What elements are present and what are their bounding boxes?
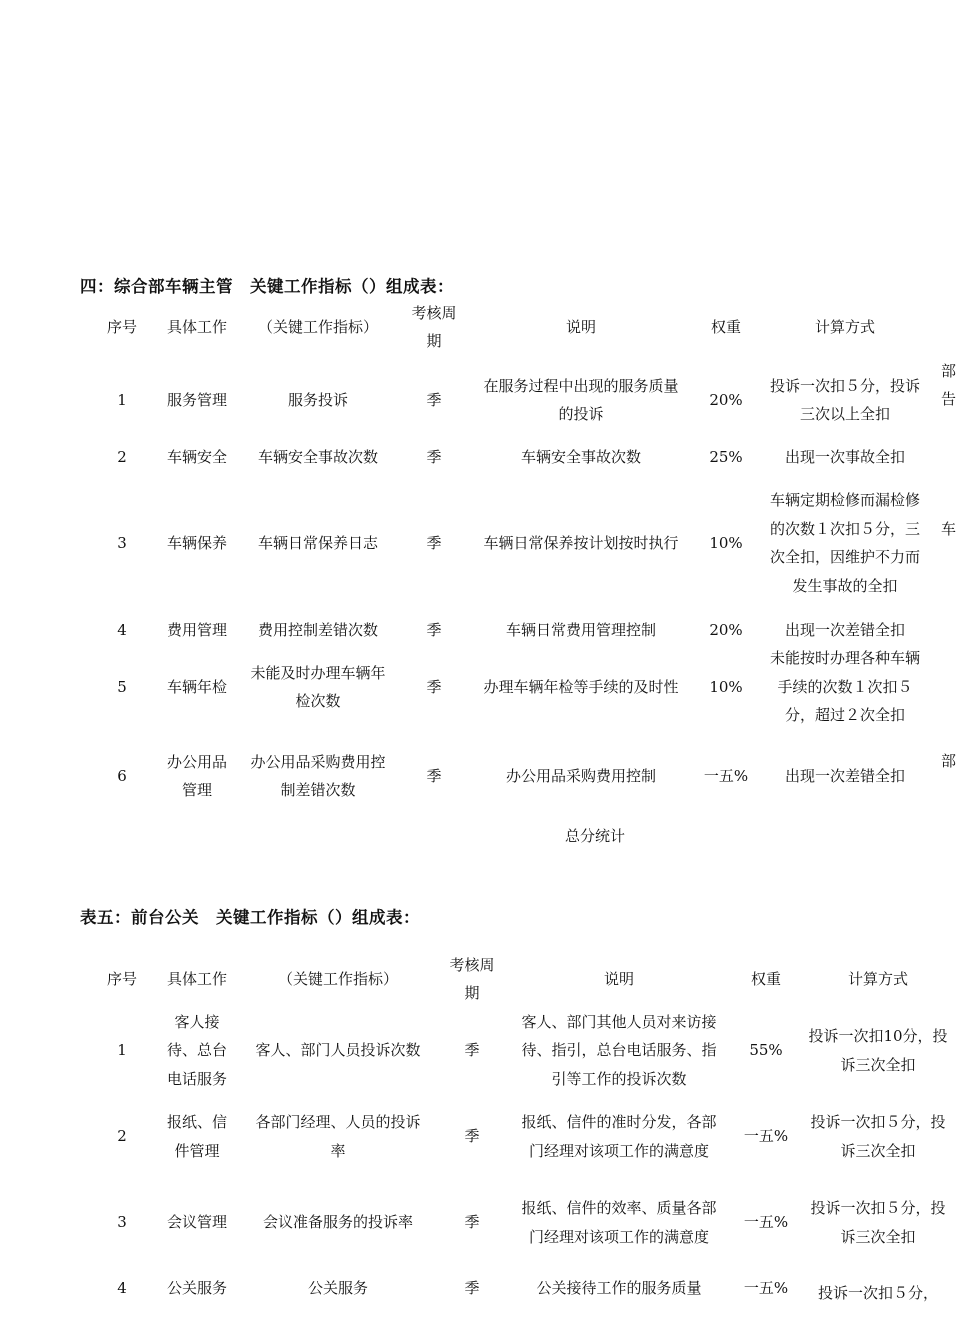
table4-cell-desc: 车辆安全事故次数 xyxy=(520,447,641,466)
table4-cell-weight: 一五% xyxy=(703,766,749,785)
table4-cell-seq: 5 xyxy=(117,677,127,696)
table4-cell-calc: 出现一次差错全扣 xyxy=(784,620,905,639)
table4-cell-period: 季 xyxy=(426,620,442,639)
table4-header-seq: 序号 xyxy=(106,317,137,336)
table4-cell-weight: 25% xyxy=(709,447,743,466)
table5-cell-weight: 一五% xyxy=(743,1278,789,1297)
table4-cutoff-text: 部 xyxy=(941,362,956,380)
table4-cell-kpi: 办公用品采购费用控制差错次数 xyxy=(250,752,386,799)
table4-cell-seq: 3 xyxy=(117,533,127,552)
table4-cell-weight: 20% xyxy=(709,390,743,409)
table4-cell-seq: 1 xyxy=(117,390,127,409)
table4-cutoff-text: 告 xyxy=(941,390,956,408)
table4-cell-kpi: 未能及时办理车辆年检次数 xyxy=(250,663,386,710)
table4-cell-desc: 车辆日常费用管理控制 xyxy=(505,620,656,639)
table5-cell-period: 季 xyxy=(464,1127,480,1146)
table5-cell-seq: 1 xyxy=(117,1041,127,1060)
table4-cell-weight: 10% xyxy=(709,533,743,552)
table5-cell-work: 客人接待、总台电话服务 xyxy=(166,1012,227,1088)
table4-header-work: 具体工作 xyxy=(166,317,227,336)
table4-cell-work: 办公用品管理 xyxy=(166,752,227,799)
table4-cell-kpi: 费用控制差错次数 xyxy=(257,620,378,639)
table4-cell-kpi: 车辆安全事故次数 xyxy=(257,447,378,466)
table5-cell-desc: 客人、部门其他人员对来访接待、指引，总台电话服务、指引等工作的投诉次数 xyxy=(521,1012,717,1088)
table5-cell-period: 季 xyxy=(464,1278,480,1297)
table5-cell-period: 季 xyxy=(464,1213,480,1232)
table4-cell-desc: 办公用品采购费用控制 xyxy=(505,766,656,785)
table5-header-seq: 序号 xyxy=(106,969,137,988)
table5-cell-seq: 2 xyxy=(117,1127,127,1146)
table4-cell-period: 季 xyxy=(426,447,442,466)
table4-cell-desc: 办理车辆年检等手续的及时性 xyxy=(483,677,679,696)
table4-cell-weight: 10% xyxy=(709,677,743,696)
table5-cell-calc: 投诉一次扣10分，投诉三次全扣 xyxy=(808,1027,948,1074)
table4-cell-work: 服务管理 xyxy=(166,390,227,409)
table4-header-desc: 说明 xyxy=(565,317,596,336)
table4-cell-weight: 20% xyxy=(709,620,743,639)
table4-cell-work: 车辆安全 xyxy=(166,447,227,466)
table5-cell-work: 公关服务 xyxy=(166,1278,227,1297)
table4-header-period: 考核周期 xyxy=(411,303,457,350)
table5-header-period: 考核周期 xyxy=(449,955,495,1002)
table4-cell-work: 车辆年检 xyxy=(166,677,227,696)
table5-cell-calc: 投诉一次扣５分，投诉三次全扣 xyxy=(810,1199,946,1246)
table4-cutoff-text: 车 xyxy=(941,520,956,538)
table5-cell-seq: 4 xyxy=(117,1278,127,1297)
table4-cell-kpi: 服务投诉 xyxy=(287,390,348,409)
table4-cell-period: 季 xyxy=(426,533,442,552)
table5-cell-work: 报纸、信件管理 xyxy=(166,1113,227,1160)
table5-cell-period: 季 xyxy=(464,1041,480,1060)
table5-cell-weight: 一五% xyxy=(743,1213,789,1232)
table4-cell-calc: 未能按时办理各种车辆手续的次数１次扣５分，超过２次全扣 xyxy=(769,649,920,725)
table5-header-desc: 说明 xyxy=(603,969,634,988)
table4-cell-work: 车辆保养 xyxy=(166,533,227,552)
table5-cell-work: 会议管理 xyxy=(166,1213,227,1232)
table5-cell-desc: 报纸、信件的准时分发，各部门经理对该项工作的满意度 xyxy=(521,1113,717,1160)
table4-cell-calc: 出现一次事故全扣 xyxy=(784,447,905,466)
table4-cell-kpi: 车辆日常保养日志 xyxy=(257,533,378,552)
table5-cell-desc: 公关接待工作的服务质量 xyxy=(536,1278,702,1297)
table4-title: 四：综合部车辆主管 关键工作指标（）组成表： xyxy=(80,277,454,296)
table4-cell-period: 季 xyxy=(426,677,442,696)
table5-header-calc: 计算方式 xyxy=(847,969,908,988)
table4-cell-period: 季 xyxy=(426,390,442,409)
table4-header-calc: 计算方式 xyxy=(814,317,875,336)
table4-header-weight: 权重 xyxy=(710,317,741,336)
table4-cell-period: 季 xyxy=(426,766,442,785)
table4-cell-seq: 4 xyxy=(117,620,127,639)
table5-cell-kpi: 客人、部门人员投诉次数 xyxy=(255,1041,421,1060)
table4-cell-seq: 2 xyxy=(117,447,127,466)
table5-cell-seq: 3 xyxy=(117,1213,127,1232)
table5-cell-calc: 投诉一次扣５分，投诉三次全扣 xyxy=(810,1113,946,1160)
table5-cell-kpi: 会议准备服务的投诉率 xyxy=(262,1213,413,1232)
table4-cell-seq: 6 xyxy=(117,766,127,785)
table5-cell-weight: 55% xyxy=(749,1041,783,1060)
table5-cell-calc: 投诉一次扣５分， xyxy=(817,1283,938,1302)
table4-total-label: 总分统计 xyxy=(564,827,625,845)
table4-header-kpi: （关键工作指标） xyxy=(257,317,378,336)
table5-header-weight: 权重 xyxy=(750,969,781,988)
table4-cell-work: 费用管理 xyxy=(166,620,227,639)
table4-cell-desc: 车辆日常保养按计划按时执行 xyxy=(483,533,679,552)
table4-cutoff-text: 部 xyxy=(941,752,956,770)
table4-cell-calc: 车辆定期检修而漏检修的次数１次扣５分，三次全扣，因维护不力而发生事故的全扣 xyxy=(769,491,920,595)
table5-title: 表五：前台公关 关键工作指标（）组成表： xyxy=(80,908,420,927)
table5-header-work: 具体工作 xyxy=(166,969,227,988)
table4-cell-desc: 在服务过程中出现的服务质量的投诉 xyxy=(483,376,679,423)
table5-cell-kpi: 各部门经理、人员的投诉率 xyxy=(255,1113,421,1160)
table4-cell-calc: 投诉一次扣５分，投诉三次以上全扣 xyxy=(769,376,920,423)
table5-cell-weight: 一五% xyxy=(743,1127,789,1146)
table5-cell-desc: 报纸、信件的效率、质量各部门经理对该项工作的满意度 xyxy=(521,1199,717,1246)
table5-cell-kpi: 公关服务 xyxy=(307,1278,368,1297)
table4-cell-calc: 出现一次差错全扣 xyxy=(784,766,905,785)
table5-header-kpi: （关键工作指标） xyxy=(277,969,398,988)
